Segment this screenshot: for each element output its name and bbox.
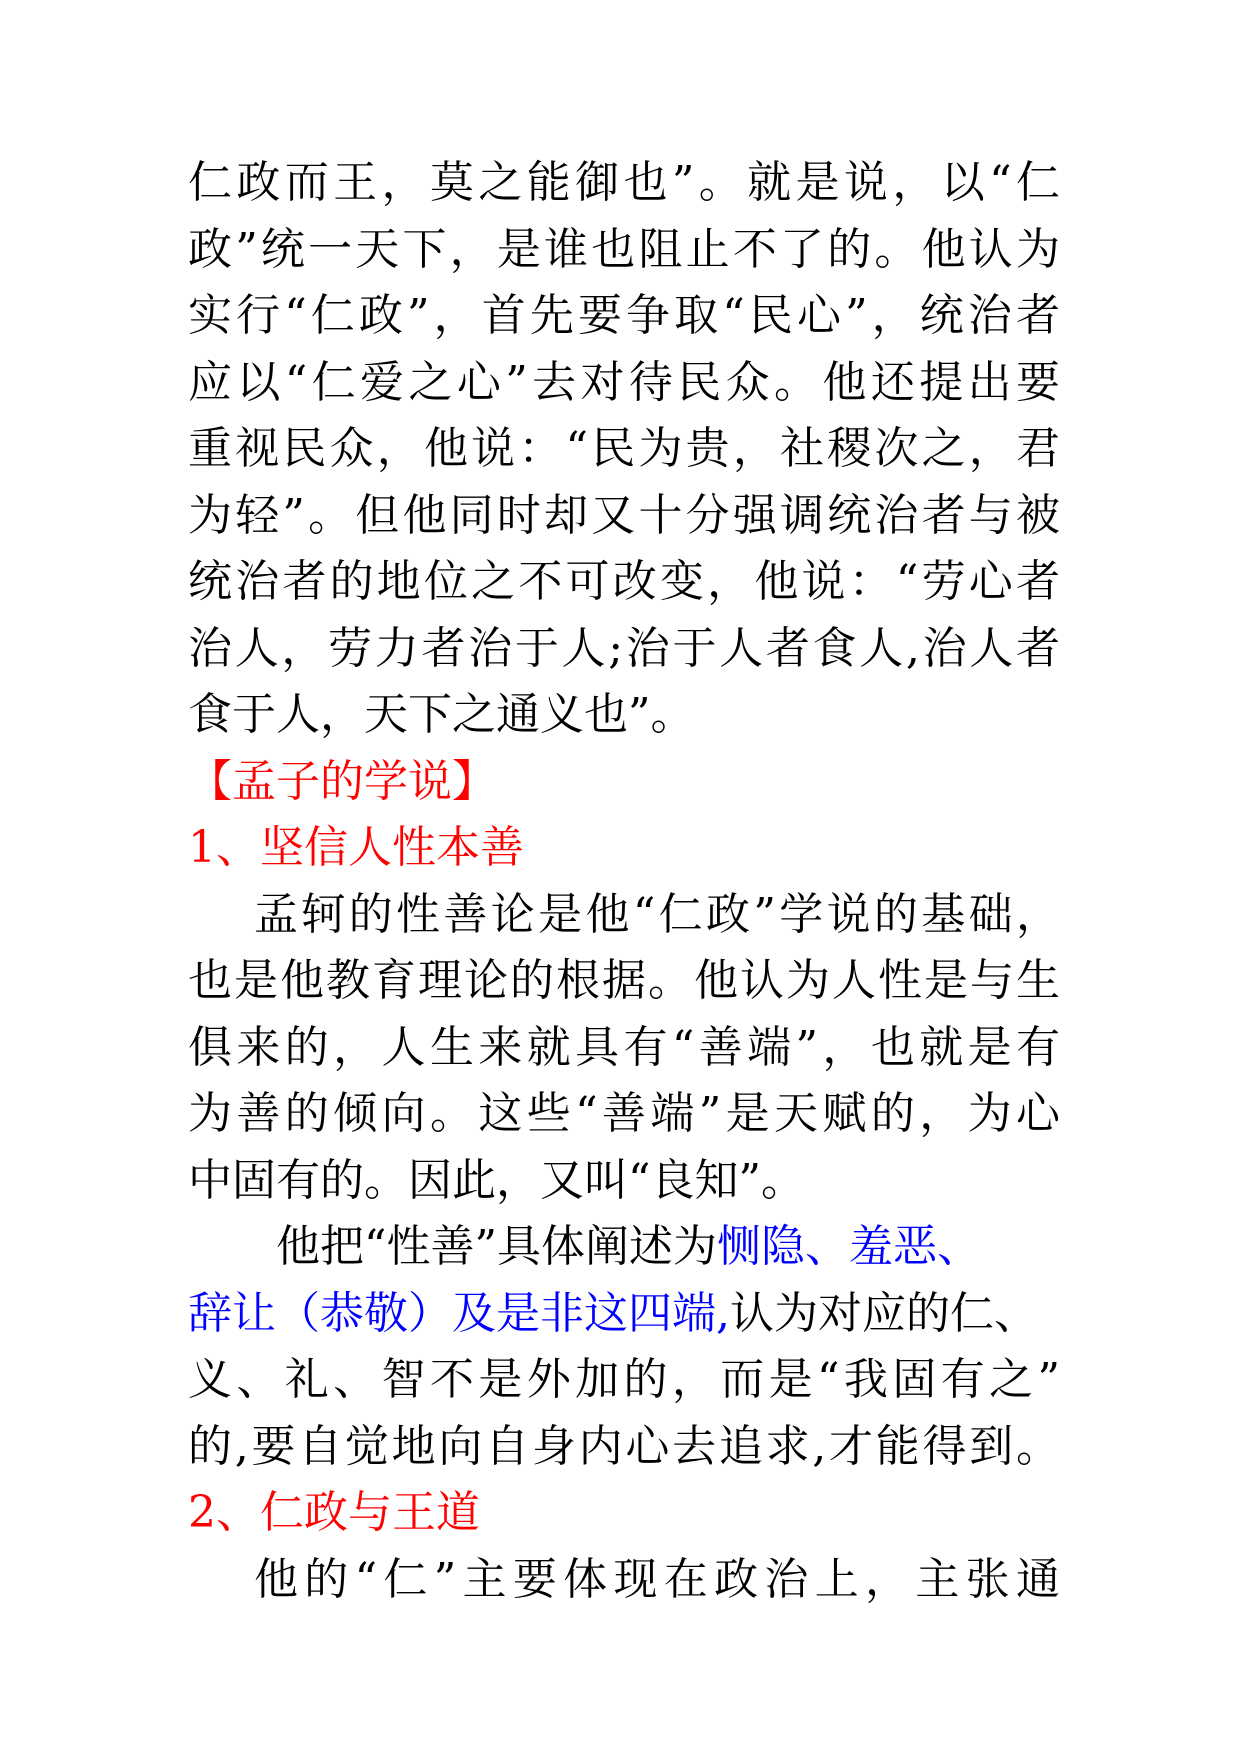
heading-1: 1、坚信人性本善 (188, 822, 524, 873)
paragraph-line: 治人，劳力者治于人;治于人者食人,治人者 (188, 622, 1060, 674)
paragraph-line: 孟轲的性善论是他“仁政”学说的基础， (254, 888, 1060, 940)
paragraph-line: 为轻”。但他同时却又十分强调统治者与被 (188, 489, 1060, 541)
paragraph-line: 仁政而王，莫之能御也”。就是说，以“仁 (188, 157, 1060, 208)
paragraph-line: 中固有的。因此，又叫“良知”。 (188, 1154, 805, 1206)
paragraph-line: 食于人，天下之通义也”。 (188, 689, 695, 740)
document-content (188, 150, 1060, 1613)
highlighted-text: 辞让（恭敬）及是非这四端, (188, 1287, 730, 1339)
paragraph-line: 重视民众，他说：“民为贵，社稷次之，君 (188, 423, 1060, 474)
paragraph-line: 统治者的地位之不可改变，他说：“劳心者 (188, 556, 1060, 607)
paragraph-line (188, 1281, 1060, 1348)
paragraph-line: 义、礼、智不是外加的，而是“我固有之” (188, 1354, 1060, 1405)
paragraph-line: 俱来的，人生来就具有“善端”，也就是有 (188, 1021, 1060, 1073)
section-title: 【孟子的学说】 (188, 755, 496, 807)
paragraph-text: 认为对应的仁、 (730, 1287, 1038, 1339)
paragraph-line: 应以“仁爱之心”去对待民众。他还提出要 (188, 356, 1060, 408)
paragraph-line (188, 1214, 1060, 1281)
paragraph-line: 他的“仁”主要体现在政治上，主张通 (254, 1553, 1060, 1605)
paragraph-line: 的,要自觉地向自身内心去追求,才能得到。 (188, 1420, 1060, 1472)
paragraph-line: 实行“仁政”，首先要争取“民心”，统治者 (188, 290, 1060, 341)
heading-2: 2、仁政与王道 (188, 1487, 480, 1538)
paragraph-line: 政”统一天下，是谁也阻止不了的。他认为 (188, 223, 1060, 275)
paragraph-text: 他把“性善”具体阐述为 (276, 1221, 717, 1272)
highlighted-text: 恻隐、羞恶、 (717, 1221, 981, 1272)
paragraph-line: 为善的倾向。这些“善端”是天赋的，为心 (188, 1088, 1060, 1139)
paragraph-line: 也是他教育理论的根据。他认为人性是与生 (188, 955, 1060, 1006)
